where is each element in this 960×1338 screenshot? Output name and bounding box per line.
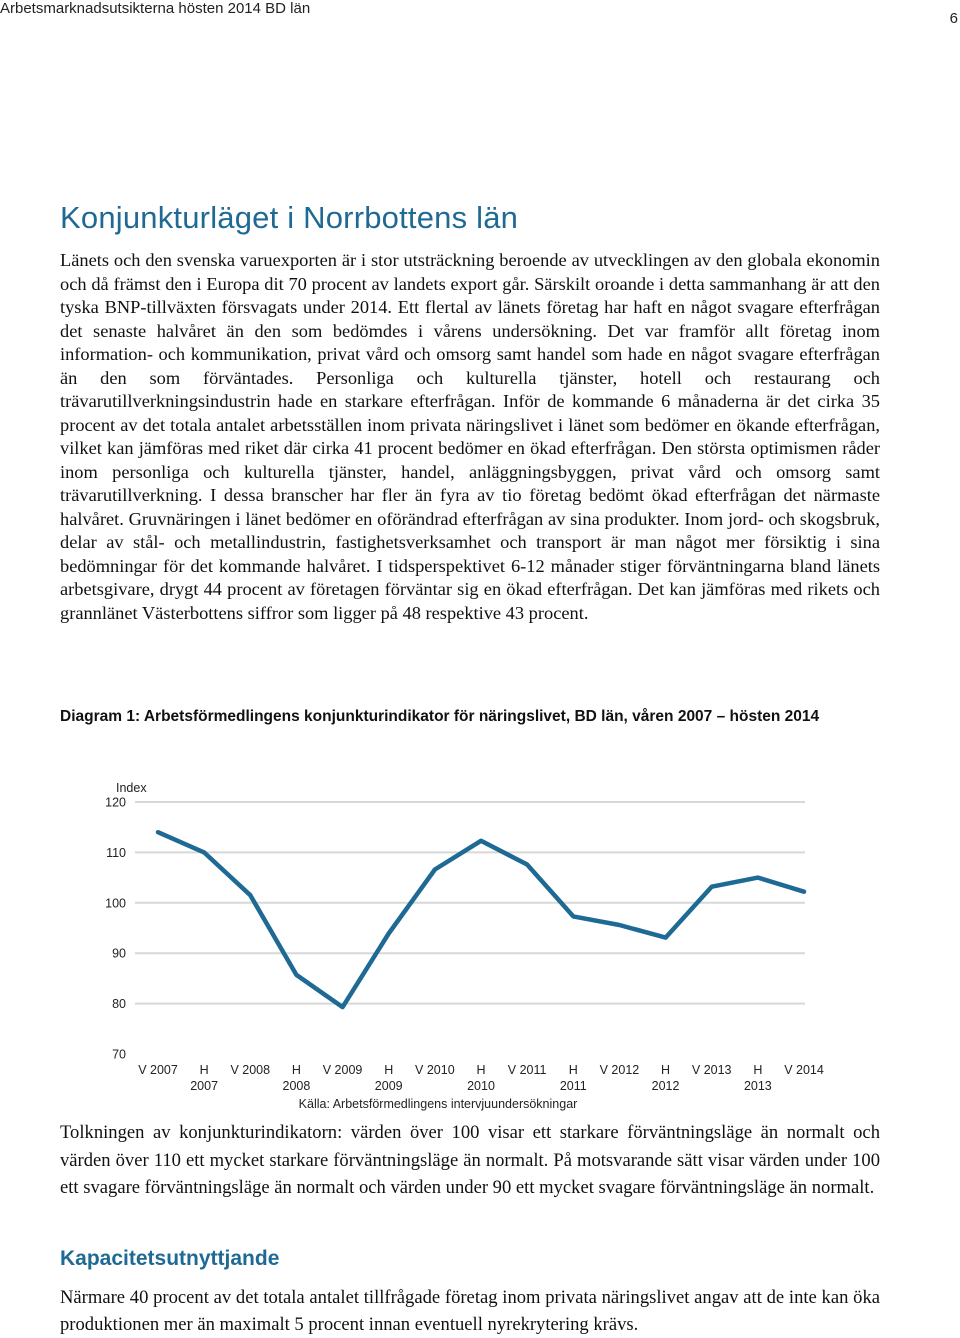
x-tick-label: V 2010 [415, 1063, 455, 1077]
x-tick-label: V 2007 [138, 1063, 178, 1077]
chart-source: Källa: Arbetsförmedlingens intervjuundersökningar [298, 1097, 578, 1111]
x-tick-label: H [291, 1063, 301, 1077]
x-tick-label: V 2012 [599, 1063, 640, 1077]
x-tick-label: 2008 [282, 1079, 311, 1093]
x-tick-label: V 2014 [784, 1063, 824, 1077]
y-tick-label: 80 [112, 997, 126, 1012]
chart-grid [135, 802, 805, 1004]
running-header: Arbetsmarknadsutsikterna hösten 2014 BD län [0, 0, 311, 17]
x-tick-label: H [199, 1063, 209, 1077]
y-axis-title: Index [116, 781, 147, 795]
page-number: 6 [949, 10, 958, 27]
x-tick-label: 2009 [374, 1079, 403, 1093]
body-paragraph: Länets och den svenska varuexporten är i stor utsträckning beroende av utvecklingen av den globala ekonomin och då främst den i Europa dit 70 procent av landets export går. Särskilt oroande i detta sammanhang är att den tyska BNP-tillväxten försvagats under 2014. Ett flertal av länets företag har haft en något svagare efterfrågan det senaste halvåret än den som bedömdes i vårens undersökning. Det var framför allt företag inom information- och kommunikation, privat vård och omsorg samt handel som hade en något svagare efterfrågan än den som förväntades. Personliga och kulturella tjänster, hotell och restaurang och trävarutillverkningsindustrin hade en starkare efterfrågan. Inför de kommande 6 månaderna är det cirka 35 procent av det totala antalet arbetsställen inom privata näringslivet i länet som bedömer en ökande efterfrågan, vilket kan jämföras med riket där cirka 41 procent bedömer en ökad efterfrågan. Den största optimismen råder inom personliga och kulturella tjänster, handel, anläggningsbyggen, privat vård och omsorg samt trävarutillverkning. I dessa branscher har fler än fyra av tio företag bedömt ökad efterfrågan det närmaste halvåret. Gruvnäringen i länet bedömer en oförändrad efterfrågan av sina produkter. Inom jord- och skogsbruk, delar av stål- och metallindustrin, fastighetsverksamhet och transport är man något mer försiktig i sina bedömningar för det kommande halvåret. I tidsperspektivet 6-12 månader stiger förväntningarna bland länets arbetsgivare, drygt 44 procent av företagen förväntar sig en ökad efterfrågan. Det kan jämföras med rikets och grannlänet Västerbottens siffror som ligger på 48 respektive 43 procent. [60, 250, 880, 623]
x-tick-label: H [661, 1063, 671, 1077]
x-tick-label: 2007 [190, 1079, 219, 1093]
capacity-paragraph: Närmare 40 procent av det totala antalet tillfrågade företag inom privata näringslivet angav att de inte kan öka produktionen mer än maximalt 5 procent innan eventuell nyrekrytering krävs. [60, 1287, 880, 1335]
x-tick-label: H [384, 1063, 394, 1077]
x-tick-label: V 2013 [691, 1063, 732, 1077]
x-tick-label: 2010 [467, 1079, 495, 1093]
y-tick-label: 70 [112, 1047, 126, 1062]
section-title: Konjunkturläget i Norrbottens län [60, 200, 519, 235]
y-tick-label: 100 [105, 896, 126, 911]
x-tick-label: 2011 [559, 1079, 587, 1093]
x-tick-label: H [476, 1063, 486, 1077]
x-axis [138, 1063, 824, 1093]
section-title-capacity: Kapacitetsutnyttjande [60, 1247, 280, 1270]
series [158, 832, 804, 1007]
x-tick-label: V 2009 [322, 1063, 363, 1077]
x-tick-label: H [568, 1063, 578, 1077]
x-tick-label: V 2008 [230, 1063, 271, 1077]
x-tick-label: 2013 [743, 1079, 772, 1093]
series-line [158, 832, 804, 1007]
x-tick-label: 2012 [651, 1079, 680, 1093]
y-tick-label: 120 [105, 795, 126, 810]
x-tick-label: H [753, 1063, 763, 1077]
y-tick-label: 110 [106, 845, 126, 860]
x-tick-label: V 2011 [507, 1063, 547, 1077]
line-chart [0, 770, 960, 1115]
interpretation-paragraph: Tolkningen av konjunkturindikatorn: värden över 100 visar ett starkare förväntningsläge än normalt och värden över 110 ett mycket starkare förväntningsläge än normalt. På motsvarande sätt visar värden under 100 ett svagare förväntningsläge än normalt och värden under 90 ett mycket svagare förväntningsläge än normalt. [60, 1122, 880, 1198]
y-axis [105, 796, 126, 1062]
diagram-caption: Diagram 1: Arbetsförmedlingens konjunkturindikator för näringslivet, BD län, våren 2007 – hösten 2014 [60, 708, 820, 725]
y-tick-label: 90 [112, 946, 126, 961]
